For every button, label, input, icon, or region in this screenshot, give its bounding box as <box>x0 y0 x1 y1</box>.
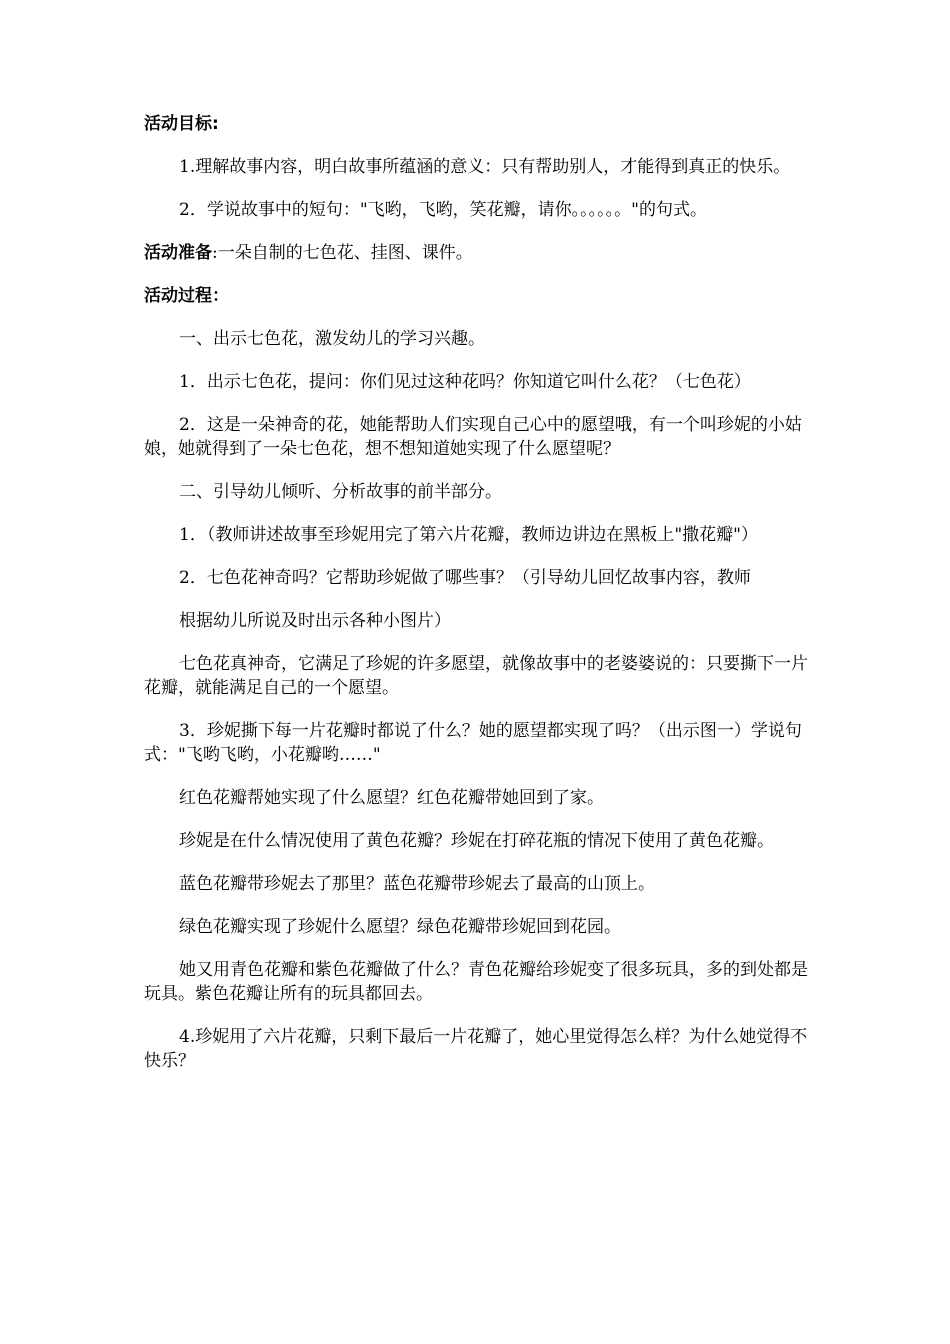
process-paragraph: 根据幼儿所说及时出示各种小图片） <box>179 611 451 631</box>
process-paragraph: 她又用青色花瓣和紫色花瓣做了什么？青色花瓣给珍妮变了很多玩具，多的到处都是玩具。紫色花瓣让所有的玩具都回去。 <box>144 960 808 1004</box>
goals-heading: 活动目标: <box>144 114 219 134</box>
goal-item-2: 2．学说故事中的短句："飞哟，飞哟，笑花瓣，请你。。。。。。"的句式。 <box>179 200 707 220</box>
prep-line <box>144 241 814 265</box>
process-heading: 活动过程： <box>144 286 229 306</box>
process-paragraph: 七色花真神奇，它满足了珍妮的许多愿望，就像故事中的老婆婆说的：只要撕下一片花瓣，就能满足自己的一个愿望。 <box>144 654 808 698</box>
document-body <box>144 112 814 1092</box>
process-paragraph: 一、出示七色花，激发幼儿的学习兴趣。 <box>179 329 485 349</box>
process-paragraph: 2．七色花神奇吗？它帮助珍妮做了哪些事？（引导幼儿回忆故事内容，教师 <box>179 568 751 588</box>
process-paragraph: 1．出示七色花，提问：你们见过这种花吗？你知道它叫什么花？（七色花） <box>179 372 751 392</box>
process-paragraph: 4.珍妮用了六片花瓣，只剩下最后一片花瓣了，她心里觉得怎么样？为什么她觉得不快乐？ <box>144 1027 808 1071</box>
process-paragraph: 2．这是一朵神奇的花，她能帮助人们实现自己心中的愿望哦，有一个叫珍妮的小姑娘，她就得到了一朵七色花，想不想知道她实现了什么愿望呢？ <box>144 415 802 459</box>
prep-label: 活动准备 <box>144 243 212 263</box>
process-paragraph: 二、引导幼儿倾听、分析故事的前半部分。 <box>179 482 502 502</box>
process-paragraph: 1．（教师讲述故事至珍妮用完了第六片花瓣，教师边讲边在黑板上"撒花瓣"） <box>179 525 758 545</box>
process-paragraph: 3．珍妮撕下每一片花瓣时都说了什么？她的愿望都实现了吗？（出示图一）学说句式："飞哟飞哟，小花瓣哟……" <box>144 721 802 765</box>
process-paragraph: 红色花瓣帮她实现了什么愿望？红色花瓣带她回到了家。 <box>179 788 604 808</box>
process-paragraph: 绿色花瓣实现了珍妮什么愿望？绿色花瓣带珍妮回到花园。 <box>179 917 621 937</box>
process-paragraph: 蓝色花瓣带珍妮去了那里？蓝色花瓣带珍妮去了最高的山顶上。 <box>179 874 655 894</box>
goal-item-1: 1.理解故事内容，明白故事所蕴涵的意义：只有帮助别人，才能得到真正的快乐。 <box>179 157 791 177</box>
prep-text: :一朵自制的七色花、挂图、课件。 <box>212 243 473 263</box>
process-paragraph: 珍妮是在什么情况使用了黄色花瓣？珍妮在打碎花瓶的情况下使用了黄色花瓣。 <box>179 831 774 851</box>
